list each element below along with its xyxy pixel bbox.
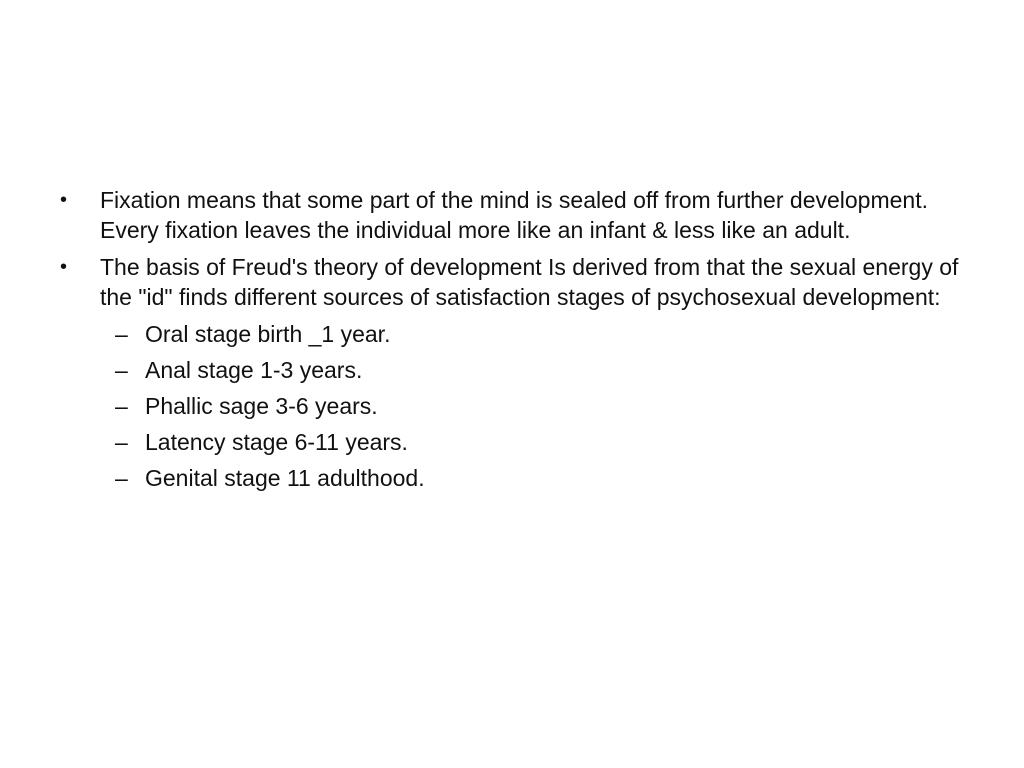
dash-marker: – bbox=[115, 465, 128, 491]
stage-text: Oral stage birth _1 year. bbox=[145, 321, 391, 347]
dash-marker: – bbox=[115, 321, 128, 347]
stage-item-anal bbox=[60, 355, 960, 385]
bullet-marker: • bbox=[60, 256, 68, 278]
stage-item-oral bbox=[60, 319, 960, 349]
stages-list bbox=[60, 319, 960, 493]
bullet-text: Fixation means that some part of the mind is sealed off from further development. Every fixation leaves the individual more like an infant & less like an adult. bbox=[100, 187, 928, 243]
stage-text: Latency stage 6-11 years. bbox=[145, 429, 408, 455]
dash-marker: – bbox=[115, 429, 128, 455]
stage-text: Anal stage 1-3 years. bbox=[145, 357, 363, 383]
stage-item-phallic bbox=[60, 391, 960, 421]
stage-text: Genital stage 11 adulthood. bbox=[145, 465, 425, 491]
bullet-fixation bbox=[60, 185, 960, 245]
stage-item-genital bbox=[60, 463, 960, 493]
slide-content bbox=[60, 185, 960, 499]
stage-text: Phallic sage 3-6 years. bbox=[145, 393, 378, 419]
dash-marker: – bbox=[115, 357, 128, 383]
stage-item-latency bbox=[60, 427, 960, 457]
bullet-text: The basis of Freud's theory of development Is derived from that the sexual energy of the "id" finds different sources of satisfaction stages of psychosexual development: bbox=[100, 254, 959, 310]
bullet-freud-theory bbox=[60, 252, 960, 312]
dash-marker: – bbox=[115, 393, 128, 419]
bullet-marker: • bbox=[60, 189, 68, 211]
